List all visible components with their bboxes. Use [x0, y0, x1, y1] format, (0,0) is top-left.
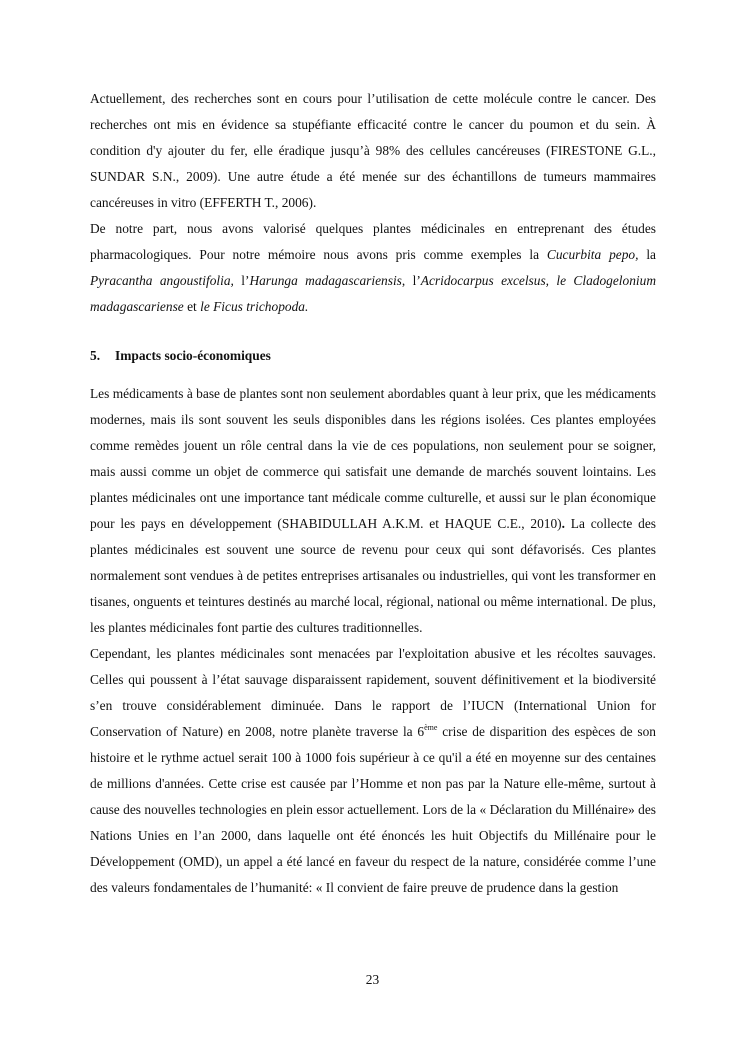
- paragraph-text: Cependant, les plantes médicinales sont menacées par l'exploitation abusive et les récoltes sauvages. Celles qui poussent à l’état sauvage disparaissent rapidement, souvent définitivement et la biodiversité s’en trouve considérablement diminuée. Dans le rapport de l’IUCN (International Union for Conservation of Nature) en 2008, notre planète traverse la 6: [90, 646, 656, 739]
- body-text-section-1: [90, 86, 656, 320]
- section-heading: [90, 343, 656, 369]
- paragraph-text: , l’: [401, 273, 421, 288]
- species-name: Cucurbita pepo,: [546, 247, 639, 262]
- paragraph-text: Les médicaments à base de plantes sont non seulement abordables quant à leur prix, que les médicaments modernes, mais ils sont souvent les seuls disponibles dans les régions isolées. Ces plantes employées comme remèdes jouent un rôle central dans la vie de ces populations, non seulement pour se soigner, mais aussi comme un objet de commerce qui satisfait une demande de marchés souvent lointains. Les plantes médicinales ont une importance tant médicale comme culturelle, et aussi sur le plan économique pour les pays en développement (SHABIDULLAH A.K.M. et HAQUE C.E., 2010): [90, 386, 656, 531]
- paragraph-cancer-research: Actuellement, des recherches sont en cours pour l’utilisation de cette molécule contre le cancer. Des recherches ont mis en évidence sa stupéfiante efficacité contre le cancer du poumon et du sein. À condition d'y ajouter du fer, elle éradique jusqu’à 98% des cellules cancéreuses (FIRESTONE G.L., SUNDAR S.N., 2009). Une autre étude a été menée sur des échantillons de tumeurs mammaires cancéreuses in vitro (EFFERTH T., 2006).: [90, 91, 656, 210]
- bold-period: .: [561, 516, 565, 531]
- species-name: Harunga madagascariensis: [249, 273, 402, 288]
- paragraph-text: crise de disparition des espèces de son histoire et le rythme actuel serait 100 à 1000 fois supérieur à ce qu'il a été en moyenne sur des centaines de millions d'années. Cette crise est causée par l’Homme et non pas par la Nature elle-même, surtout à cause des nouvelles technologies en plein essor actuellement. Lors de la « Déclaration du Millénaire» des Nations Unies en l’an 2000, dans laquelle ont été énoncés les huit Objectifs du Millénaire pour le Développement (OMD), un appel a été lancé en faveur du respect de la nature, considérée comme l’une des valeurs fondamentales de l’humanité: « Il convient de faire preuve de prudence dans la gestion: [90, 724, 657, 895]
- paragraph-economic-impact: [90, 381, 656, 641]
- paragraph-plants-studied: [90, 216, 656, 320]
- paragraph-text: et: [183, 299, 201, 314]
- paragraph-threats: [90, 641, 656, 901]
- section-title: Impacts socio-économiques: [115, 348, 271, 363]
- species-name: Pyracantha angoustifolia,: [90, 273, 234, 288]
- paragraph-text: l’: [233, 273, 250, 288]
- paragraph-text: La collecte des plantes médicinales est souvent une source de revenu pour ceux qui sont défavorisés. Ces plantes normalement sont vendues à de petites entreprises artisanales ou industrielles, qui vont les transformer en tisanes, onguents et teintures destinés au marché local, régional, national ou même international. De plus, les plantes médicinales font partie des cultures traditionnelles.: [90, 516, 656, 635]
- body-text-section-2: [90, 381, 656, 901]
- species-name: le Ficus trichopoda.: [200, 299, 309, 314]
- superscript-eme: ème: [424, 723, 438, 732]
- paragraph-text: De notre part, nous avons valorisé quelques plantes médicinales en entreprenant des études pharmacologiques. Pour notre mémoire nous avons pris comme exemples la: [90, 221, 656, 262]
- page-number: 23: [365, 972, 380, 987]
- section-number: 5.: [90, 348, 101, 363]
- species-name: Acridocarpus excelsus, le Cladogelonium madagascariense: [90, 273, 657, 314]
- paragraph-text: la: [638, 247, 656, 262]
